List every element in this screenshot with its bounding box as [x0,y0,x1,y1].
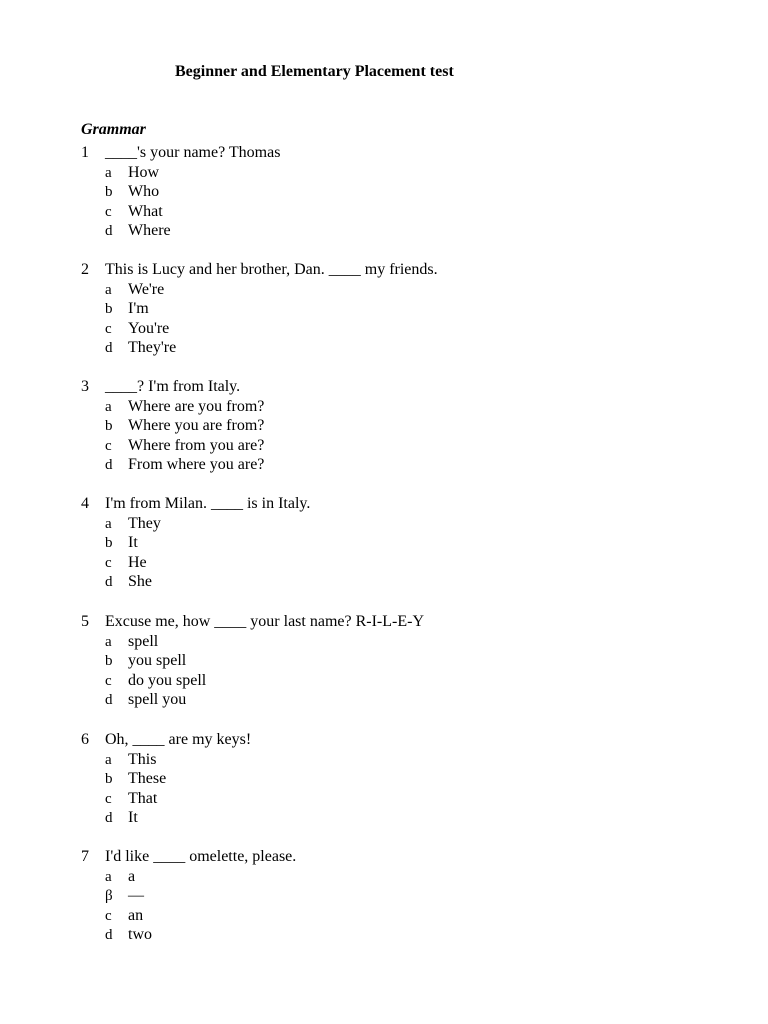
option-text: She [128,573,152,591]
option-label: d [105,340,113,357]
option-label: β [105,888,113,905]
option-text: do you spell [128,671,207,689]
option-text: He [128,553,147,571]
option-text: I'm [128,300,149,318]
option-label: b [105,771,113,788]
page-title: Beginner and Elementary Placement test [175,63,454,80]
section-heading: Grammar [81,121,146,138]
option-label: d [105,574,113,591]
option-text: spell you [128,691,187,709]
option-label: c [105,790,112,807]
option-text: two [128,926,152,944]
question-text: Oh, ____ are my keys! [105,731,252,748]
option-text: It [128,809,138,827]
option-text: They [128,514,161,532]
question-text: I'm from Milan. ____ is in Italy. [105,495,311,512]
option-text: Who [128,183,160,201]
option-text: Where [128,222,171,240]
option-label: b [105,653,113,670]
option-label: b [105,184,113,201]
option-text: They're [128,339,177,357]
option-label: a [105,633,112,650]
option-label: c [105,320,112,337]
question-number: 4 [81,495,89,512]
option-text: Where are you from? [128,397,265,415]
option-label: b [105,418,113,435]
question-text: Excuse me, how ____ your last name? R-I-L-E-Y [105,613,425,630]
option-text: spell [128,632,159,650]
question-number: 1 [81,144,89,161]
option-label: d [105,810,113,827]
option-label: c [105,437,112,454]
question-number: 6 [81,731,89,748]
option-label: c [105,203,112,220]
option-text: a [128,867,136,885]
option-label: c [105,907,112,924]
option-text: you spell [128,652,187,670]
option-label: a [105,515,112,532]
option-label: d [105,692,113,709]
option-label: b [105,301,113,318]
option-text: We're [128,280,165,298]
option-text: How [128,163,160,181]
option-label: c [105,554,112,571]
option-label: c [105,672,112,689]
option-text: It [128,534,138,552]
option-text: These [128,770,167,788]
option-text: This [128,750,157,768]
option-label: a [105,164,112,181]
question-text: ____'s your name? Thomas [105,144,281,161]
option-text: Where from you are? [128,436,265,454]
question-number: 2 [81,261,89,278]
option-label: d [105,457,113,474]
question-text: I'd like ____ omelette, please. [105,848,297,865]
option-text: — [128,887,144,905]
question-text: ____? I'm from Italy. [105,378,241,395]
option-label: a [105,281,112,298]
option-text: Where you are from? [128,417,265,435]
question-number: 5 [81,613,89,630]
question-text: This is Lucy and her brother, Dan. ____ my friends. [105,261,438,278]
option-text: What [128,202,163,220]
option-text: an [128,906,144,924]
option-label: a [105,398,112,415]
option-label: b [105,535,113,552]
question-number: 7 [81,848,89,865]
option-label: d [105,223,113,240]
option-label: d [105,927,113,944]
option-text: That [128,789,158,807]
option-text: From where you are? [128,456,265,474]
option-text: You're [128,319,170,337]
option-label: a [105,868,112,885]
option-label: a [105,751,112,768]
question-number: 3 [81,378,89,395]
